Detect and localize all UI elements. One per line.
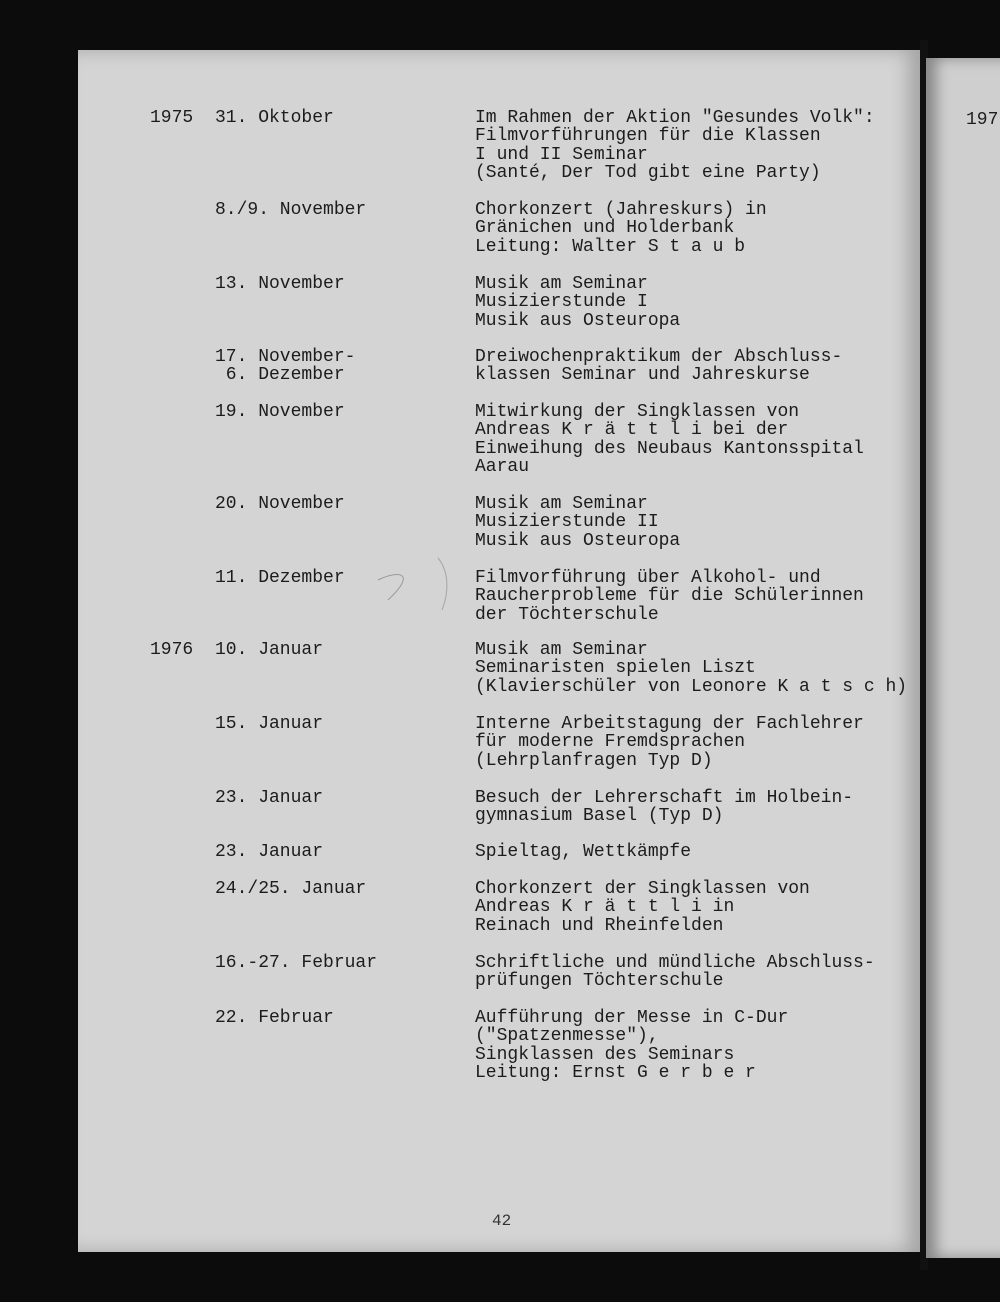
entry-date: 8./9. November [215, 200, 367, 220]
entry-description: Mitwirkung der Singklassen von Andreas K r ä t t l i bei der Einweihung des Neubaus Kantonsspital Aarau [475, 402, 864, 478]
entry-date: 23. Januar [215, 788, 324, 808]
entry-description: Besuch der Lehrerschaft im Holbein- gymnasium Basel (Typ D) [475, 788, 854, 827]
entry-description: Musik am Seminar Seminaristen spielen Liszt (Klavierschüler von Leonore K a t s c h) [475, 640, 908, 697]
entry-date: 22. Februar [215, 1008, 334, 1028]
entry-description: Interne Arbeitstagung der Fachlehrer für moderne Fremdsprachen (Lehrplanfragen Typ D) [475, 714, 864, 771]
entry-date: 19. November [215, 402, 345, 422]
entry-description: Schriftliche und mündliche Abschluss- prüfungen Töchterschule [475, 953, 875, 992]
adjacent-page-year: 197 [966, 110, 999, 130]
page-number: 42 [492, 1212, 512, 1230]
entry-description: Im Rahmen der Aktion "Gesundes Volk": Filmvorführungen für die Klassen I und II Seminar (Santé, Der Tod gibt eine Party) [475, 108, 875, 184]
entry-date: 16.-27. Februar [215, 953, 378, 973]
document-page [78, 50, 922, 1252]
entry-date: 23. Januar [215, 842, 324, 862]
entry-date: 17. November- 6. Dezember [215, 347, 356, 386]
entry-description: Musik am Seminar Musizierstunde II Musik aus Osteuropa [475, 494, 681, 551]
entry-description: Dreiwochenpraktikum der Abschluss- klassen Seminar und Jahreskurse [475, 347, 843, 386]
entry-date: 11. Dezember [215, 568, 345, 588]
entry-description: Chorkonzert der Singklassen von Andreas K r ä t t l i in Reinach und Rheinfelden [475, 879, 810, 936]
entry-description: Aufführung der Messe in C-Dur ("Spatzenmesse"), Singklassen des Seminars Leitung: Ernst G e r b e r [475, 1008, 789, 1084]
entry-date: 10. Januar [215, 640, 324, 660]
entry-description: Filmvorführung über Alkohol- und Raucherprobleme für die Schülerinnen der Töchterschule [475, 568, 864, 625]
entry-year: 1975 [150, 108, 194, 128]
entry-description: Chorkonzert (Jahreskurs) in Gränichen und Holderbank Leitung: Walter S t a u b [475, 200, 767, 257]
pencil-mark-icon [358, 550, 478, 630]
entry-date: 31. Oktober [215, 108, 334, 128]
entry-date: 20. November [215, 494, 345, 514]
adjacent-page-edge [926, 58, 1000, 1258]
entry-date: 13. November [215, 274, 345, 294]
entry-date: 24./25. Januar [215, 879, 367, 899]
entry-date: 15. Januar [215, 714, 324, 734]
entry-description: Spieltag, Wettkämpfe [475, 842, 692, 862]
entry-description: Musik am Seminar Musizierstunde I Musik aus Osteuropa [475, 274, 681, 331]
entry-year: 1976 [150, 640, 194, 660]
